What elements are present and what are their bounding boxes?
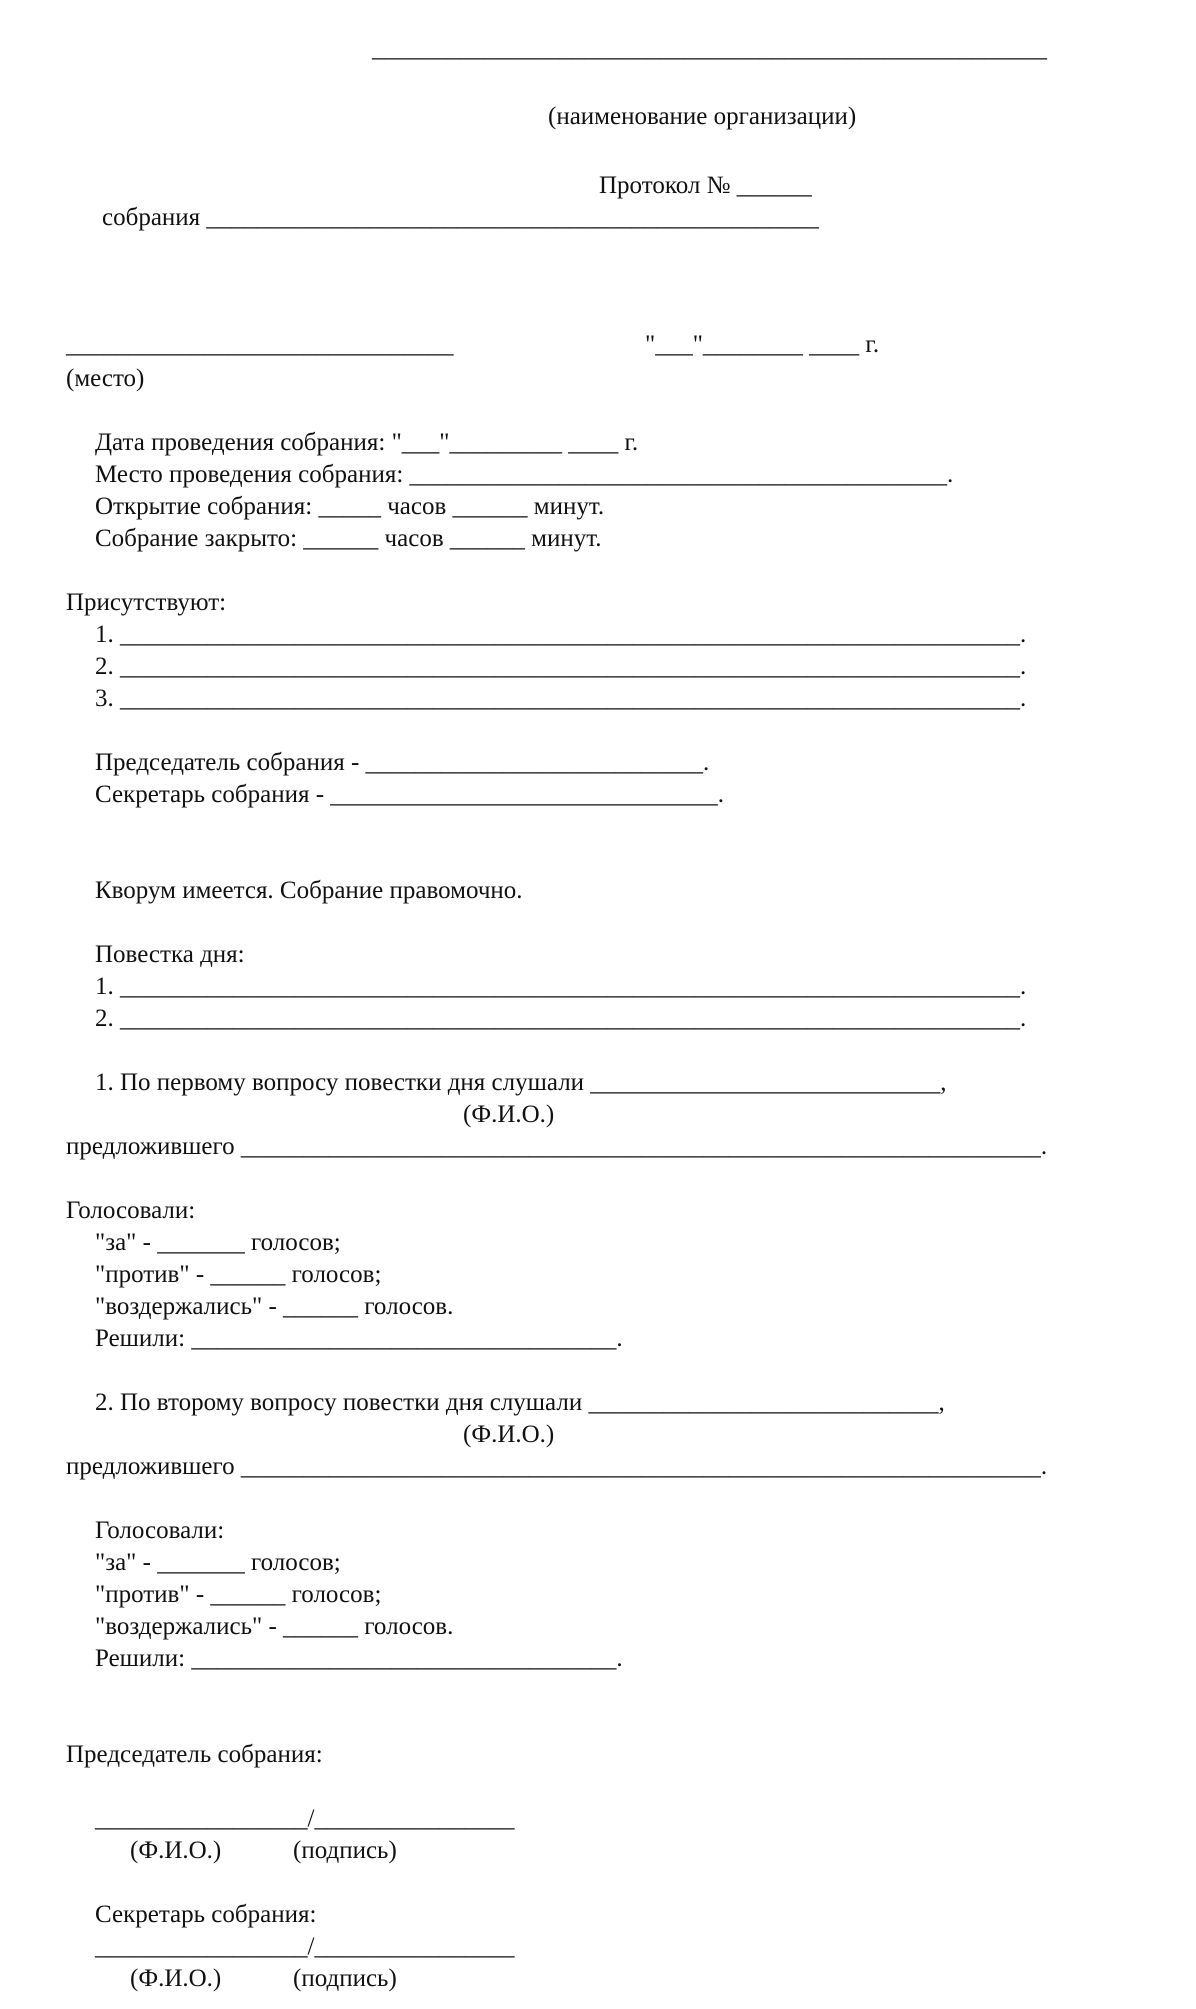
protocol-number: Протокол № ______ xyxy=(599,172,812,199)
question1-decided: Решили: __________________________________. xyxy=(95,1325,623,1352)
meeting-opening-time: Открытие собрания: _____ часов ______ минут. xyxy=(95,493,605,520)
question1-votes-for: "за" - _______ голосов; xyxy=(95,1229,341,1256)
secretary-signature-heading: Секретарь собрания: xyxy=(95,1901,317,1928)
quorum-statement: Кворум имеется. Собрание правомочно. xyxy=(95,877,523,904)
organization-name-blank: ______________________________________________________ xyxy=(372,35,1047,62)
chairman-sign-caption: (подпись) xyxy=(293,1837,397,1864)
meeting-date: Дата проведения собрания: "___"_________ ____ г. xyxy=(95,429,639,456)
place-caption: (место) xyxy=(66,365,145,392)
secretary-sign-caption: (подпись) xyxy=(293,1965,397,1992)
secretary-fio-caption: (Ф.И.О.) xyxy=(130,1965,222,1992)
chairman-fio-caption: (Ф.И.О.) xyxy=(130,1837,222,1864)
meeting-type-line: собрания _________________________________________________ xyxy=(102,204,819,231)
attendee-line: 3. ________________________________________________________________________. xyxy=(95,685,1027,712)
question2-fio-caption: (Ф.И.О.) xyxy=(463,1421,555,1448)
chairman-signature-heading: Председатель собрания: xyxy=(66,1741,323,1768)
meeting-place: Место проведения собрания: ___________________________________________. xyxy=(95,461,954,488)
question2-votes-against: "против" - ______ голосов; xyxy=(95,1581,382,1608)
question1-votes-against: "против" - ______ голосов; xyxy=(95,1261,382,1288)
question2-voted-heading: Голосовали: xyxy=(95,1517,225,1544)
attendees-heading: Присутствуют: xyxy=(66,589,227,616)
agenda-heading: Повестка дня: xyxy=(95,941,245,968)
question1-fio-caption: (Ф.И.О.) xyxy=(463,1101,555,1128)
secretary-signature-line: _________________/________________ xyxy=(95,1933,515,1960)
question2-proposed: предложившего ________________________________________________________________. xyxy=(66,1453,1048,1480)
question1-voted-heading: Голосовали: xyxy=(66,1197,196,1224)
agenda-item: 1. ________________________________________________________________________. xyxy=(95,973,1027,1000)
secretary-line: Секретарь собрания - _______________________________. xyxy=(95,781,725,808)
question2-votes-for: "за" - _______ голосов; xyxy=(95,1549,341,1576)
question1-proposed: предложившего ________________________________________________________________. xyxy=(66,1133,1048,1160)
question2-heard: 2. По второму вопросу повестки дня слушали ____________________________, xyxy=(95,1389,945,1416)
chairman-signature-line: _________________/________________ xyxy=(95,1805,515,1832)
question1-heard: 1. По первому вопросу повестки дня слушали ____________________________, xyxy=(95,1069,947,1096)
question2-votes-abstained: "воздержались" - ______ голосов. xyxy=(95,1613,454,1640)
agenda-item: 2. ________________________________________________________________________. xyxy=(95,1005,1027,1032)
attendee-line: 1. ________________________________________________________________________. xyxy=(95,621,1027,648)
question1-votes-abstained: "воздержались" - ______ голосов. xyxy=(95,1293,454,1320)
attendee-line: 2. ________________________________________________________________________. xyxy=(95,653,1027,680)
organization-name-caption: (наименование организации) xyxy=(548,103,857,130)
chairman-line: Председатель собрания - ___________________________. xyxy=(95,749,710,776)
question2-decided: Решили: __________________________________. xyxy=(95,1645,623,1672)
document-date: "___"________ ____ г. xyxy=(645,331,880,358)
place-blank: _______________________________ xyxy=(66,331,454,358)
meeting-closing-time: Собрание закрыто: ______ часов ______ минут. xyxy=(95,525,602,552)
